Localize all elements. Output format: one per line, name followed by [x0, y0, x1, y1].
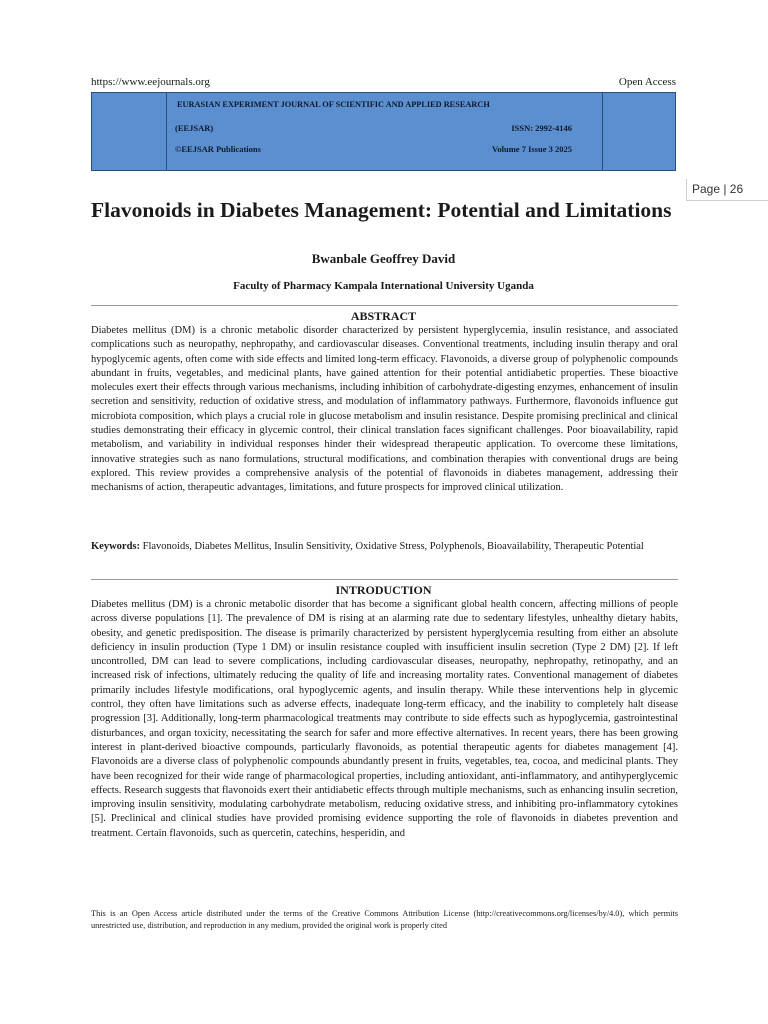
license-notice: This is an Open Access article distributed under the terms of the Creative Commons Attribution License (http://creativecommons.org/licenses/by/4.0), which permits unrestricted use, distribution, and reproduction in any medium, provided the original work is properly cited [91, 909, 678, 930]
journal-publisher: ©EEJSAR Publications [175, 144, 261, 154]
article-title: Flavonoids in Diabetes Management: Potential and Limitations [91, 198, 672, 222]
keywords [91, 540, 678, 554]
abstract-heading: ABSTRACT [350, 309, 417, 323]
journal-banner [91, 92, 676, 171]
journal-banner-center [166, 93, 603, 170]
journal-url-link[interactable]: https://www.eejournals.org [91, 76, 210, 88]
journal-issn: ISSN: 2992-4146 [511, 123, 572, 133]
journal-issn-row [175, 123, 572, 133]
introduction-divider [91, 579, 678, 580]
introduction-text: Diabetes mellitus (DM) is a chronic metabolic disorder that has become a significant global health concern, affecting millions of people across diverse populations [1]. The prevalence of DM is rising at an alarming rate due to sedentary lifestyles, unhealthy dietary habits, obesity, and genetic predisposition. The disease is primarily characterized by persistent hyperglycemia resulting from either an absolute deficiency in insulin production (Type 1 DM) or insulin resistance coupled with insufficient insulin secretion (Type 2 DM) [2]. If left uncontrolled, DM can lead to severe complications, including cardiovascular diseases, neuropathy, nephropathy, retinopathy, and an increased risk of infections, ultimately reducing the quality of life and increasing mortality rates. Conventional management of diabetes primarily includes lifestyle modifications, oral hypoglycemic agents, and insulin therapy. While these interventions help in glycemic control, they often have limitations such as adverse effects, inadequate long-term efficacy, and the inability to completely halt disease progression [3]. Additionally, long-term pharmacological treatments may contribute to side effects such as hypoglycemia, gastrointestinal disturbances, and organ toxicity, necessitating the search for safer and more effective alternatives. In recent years, there has been growing interest in plant-derived bioactive compounds, particularly flavonoids, as potential therapeutic agents for diabetes management [4]. Flavonoids are a diverse class of polyphenolic compounds abundantly present in fruits, vegetables, tea, cocoa, and medicinal plants. They have been recognized for their wide range of pharmacological properties, including antioxidant, anti-inflammatory, and antihyperglycemic effects. Research suggests that flavonoids exert their antidiabetic effects through multiple mechanisms, such as enhancing insulin secretion, improving insulin sensitivity, modulating carbohydrate metabolism, reducing oxidative stress, and inhibiting pro-inflammatory cytokines [5]. Preclinical and clinical studies have provided promising evidence supporting the role of flavonoids in diabetes prevention and treatment. Certain flavonoids, such as quercetin, catechins, hesperidin, and [91, 599, 678, 839]
abstract-divider [91, 305, 678, 306]
keywords-list: Flavonoids, Diabetes Mellitus, Insulin Sensitivity, Oxidative Stress, Polyphenols, Bioavailability, Therapeutic Potential [140, 541, 644, 552]
page-number: Page | 26 [686, 179, 768, 201]
journal-volume-issue: Volume 7 Issue 3 2025 [492, 144, 572, 154]
open-access-label: Open Access [618, 76, 676, 88]
page-header [91, 76, 676, 88]
author-affiliation: Faculty of Pharmacy Kampala International University Uganda [233, 280, 534, 292]
article-author: Bwanbale Geoffrey David [311, 251, 456, 266]
keywords-label: Keywords: [91, 541, 140, 552]
journal-publisher-row [175, 144, 572, 154]
journal-name-row [177, 100, 594, 109]
journal-name: EURASIAN EXPERIMENT JOURNAL OF SCIENTIFIC AND APPLIED RESEARCH [177, 100, 490, 109]
abstract-text: Diabetes mellitus (DM) is a chronic metabolic disorder characterized by persistent hyperglycemia, insulin resistance, and associated complications such as neuropathy, nephropathy, and cardiovascular diseases. Conventional treatments, including insulin therapy and oral hypoglycemic agents, often come with side effects and limited long-term efficacy. Flavonoids, a diverse group of polyphenolic compounds abundant in fruits, vegetables, and medicinal plants, have gained attention for their potential antidiabetic properties. These bioactive molecules exert their effects through various mechanisms, including inhibition of carbohydrate-digesting enzymes, enhancement of insulin secretion and sensitivity, reduction of oxidative stress, and modulation of inflammatory pathways. Furthermore, flavonoids influence gut microbiota composition, which plays a crucial role in glucose metabolism and insulin resistance. Despite promising preclinical and clinical studies demonstrating their efficacy in glycemic control, their clinical translation faces significant challenges. Poor bioavailability, rapid metabolism, and variability in individual responses hinder their widespread therapeutic application. To overcome these limitations, innovative strategies such as nano formulations, structural modifications, and combination therapies with conventional drugs are being explored. This review provides a comprehensive analysis of the potential of flavonoids in diabetes management, addressing their mechanisms of action, therapeutic advantages, limitations, and future prospects for improved clinical utilization. [91, 325, 678, 494]
introduction-heading: INTRODUCTION [335, 583, 432, 597]
journal-abbr: (EEJSAR) [175, 123, 214, 133]
